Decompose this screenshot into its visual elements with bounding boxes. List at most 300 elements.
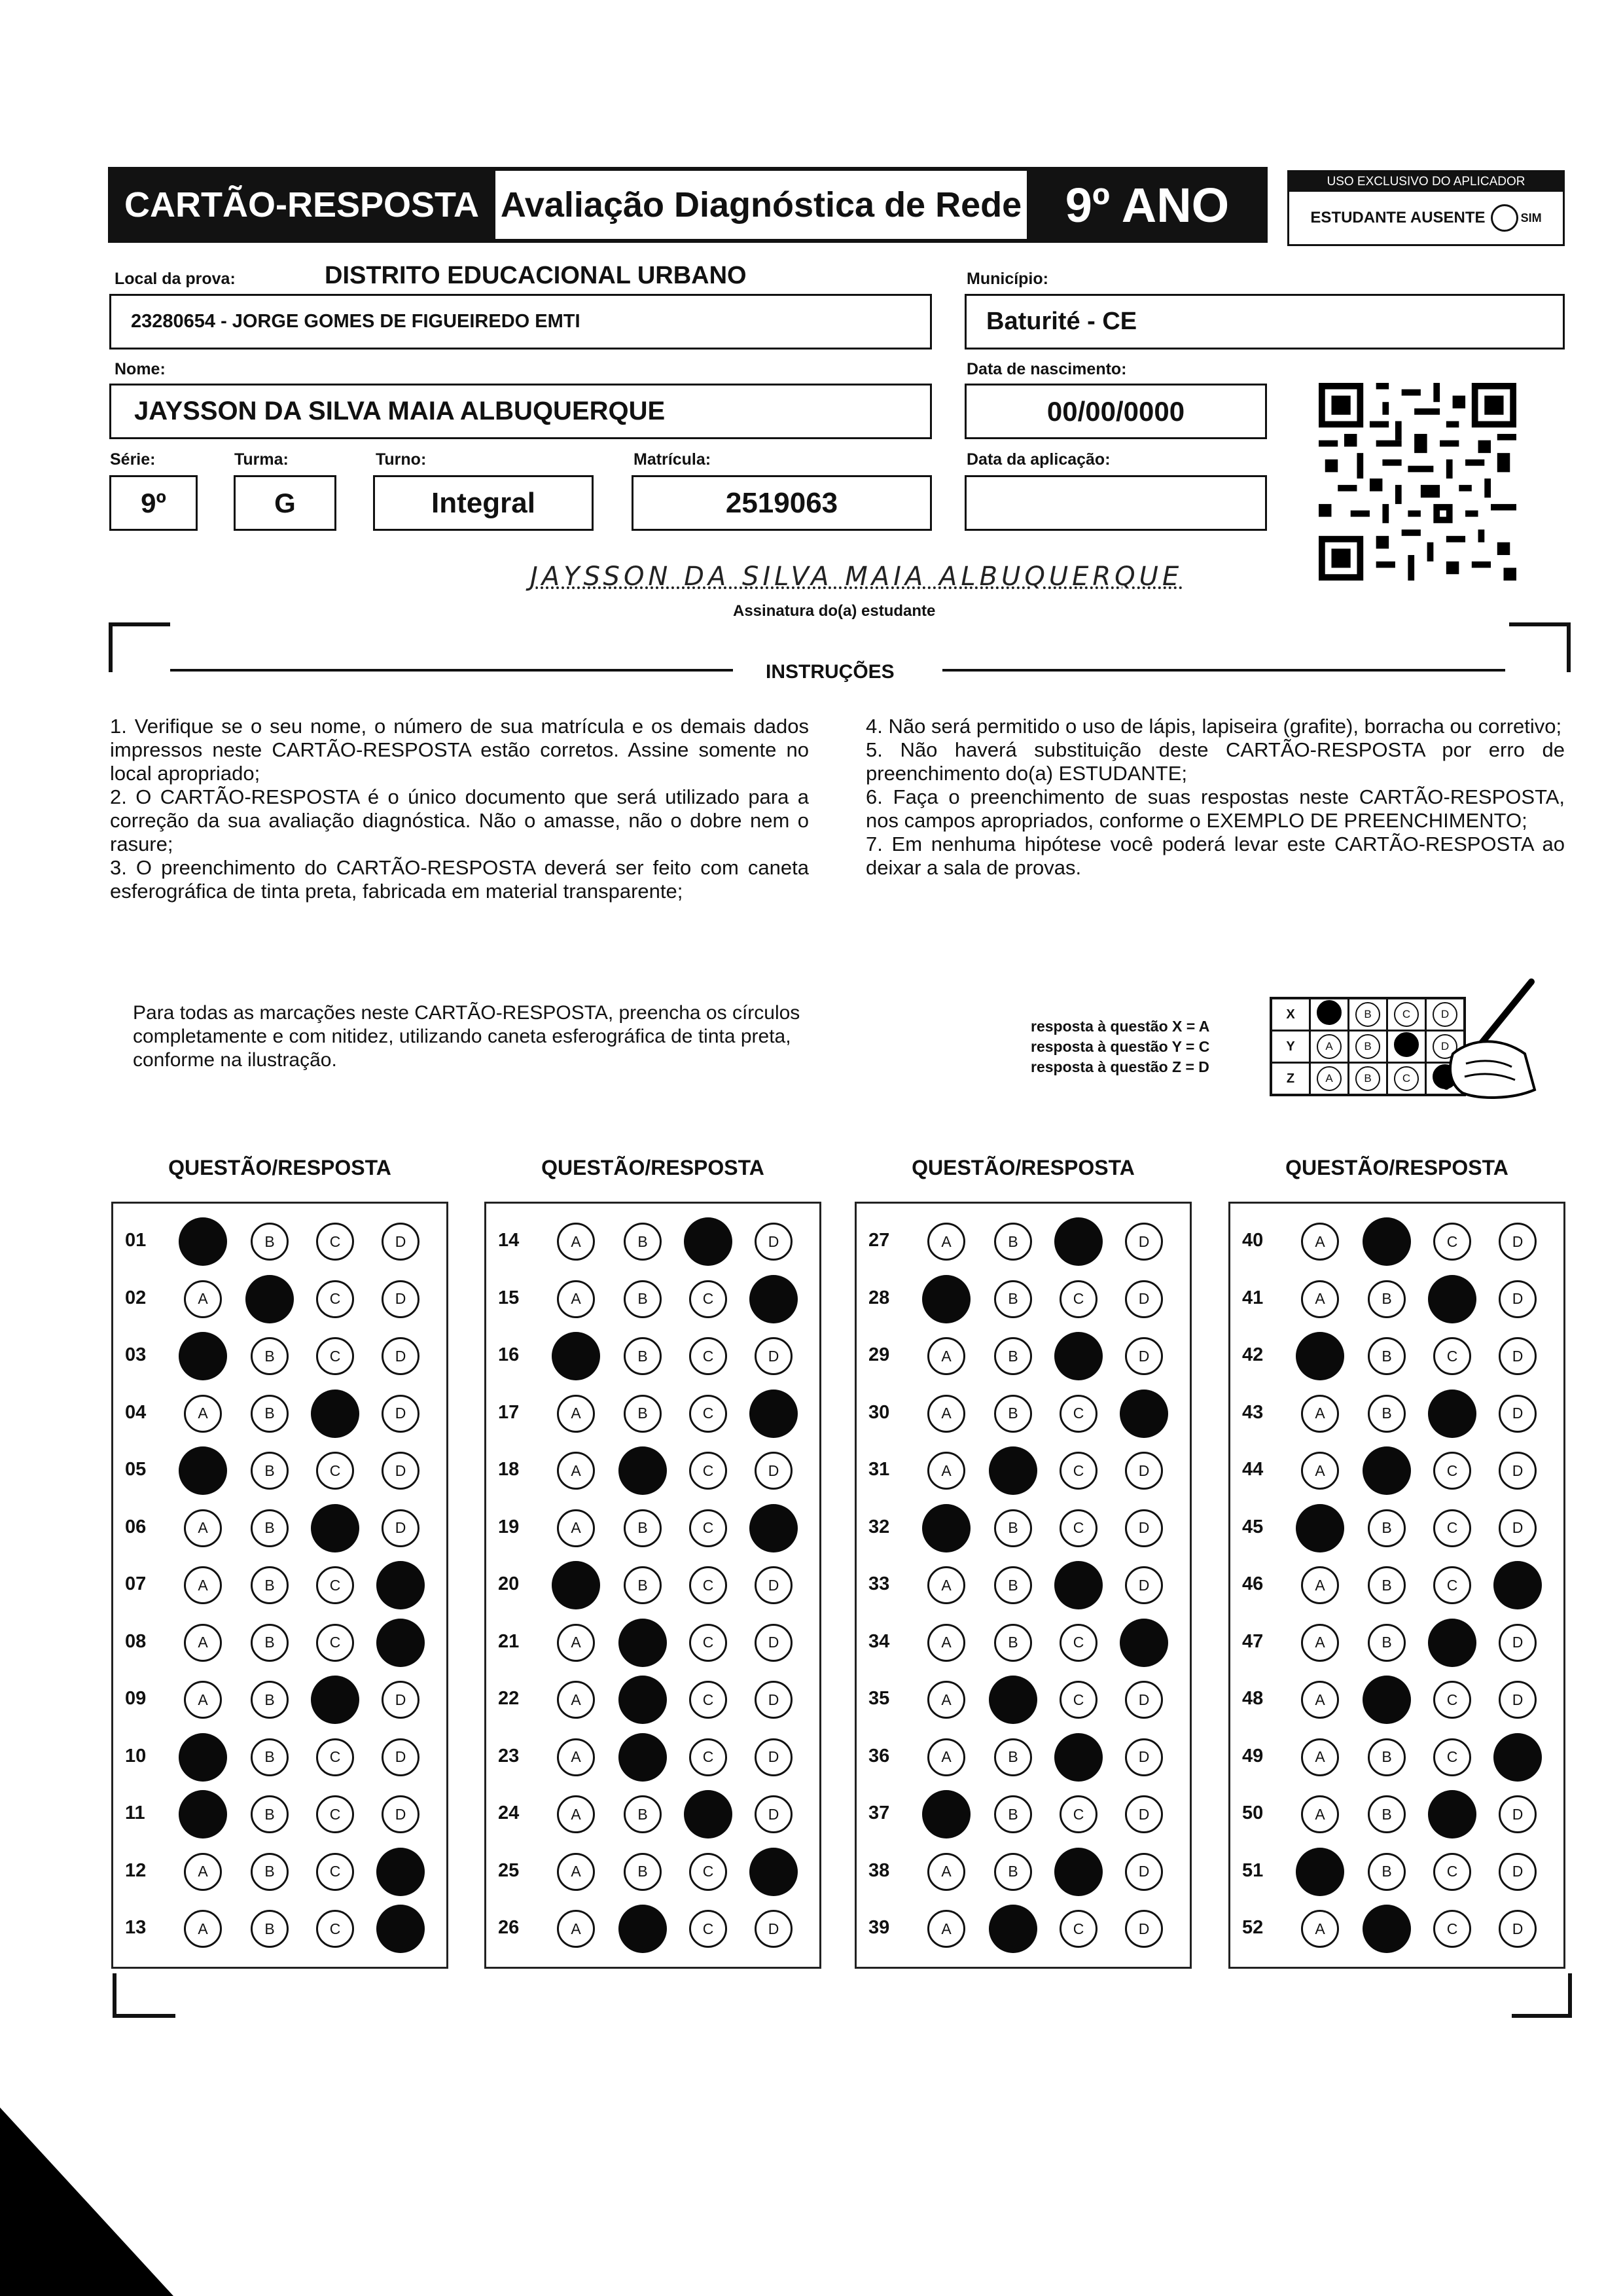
answer-bubble-d[interactable]: D <box>755 1795 793 1833</box>
answer-bubble-b[interactable]: B <box>994 1795 1032 1833</box>
instruction-item: 5. Não haverá substituição deste CARTÃO-RESPOSTA por erro de preenchimento do(a) ESTUDANTE; <box>866 738 1565 785</box>
answer-bubble-c[interactable] <box>684 1217 732 1266</box>
instructions-rule-left <box>170 669 733 672</box>
answer-bubble-d[interactable] <box>376 1561 425 1609</box>
answer-bubble-a[interactable]: A <box>184 1681 222 1719</box>
turma-field <box>234 475 336 531</box>
answer-bubble-a[interactable]: A <box>184 1624 222 1662</box>
question-row <box>857 1679 1190 1718</box>
answer-bubble-a[interactable]: A <box>184 1566 222 1604</box>
answer-bubble-b[interactable]: B <box>624 1280 662 1318</box>
answer-bubble-c[interactable]: C <box>316 1624 354 1662</box>
answer-bubble-c[interactable]: C <box>1060 1910 1097 1948</box>
answer-bubble-d[interactable] <box>749 1390 798 1438</box>
answer-bubble-b[interactable]: B <box>251 1337 289 1375</box>
answer-bubble-d[interactable]: D <box>382 1509 419 1547</box>
answer-bubble-c[interactable] <box>1054 1217 1103 1266</box>
answer-bubble-c[interactable]: C <box>1433 1337 1471 1375</box>
answer-bubble-c[interactable] <box>1054 1561 1103 1609</box>
answer-bubble-a[interactable] <box>179 1733 227 1782</box>
question-row <box>486 1908 819 1947</box>
answer-bubble-c[interactable]: C <box>689 1738 727 1776</box>
answer-bubble-d[interactable]: D <box>1499 1280 1537 1318</box>
answer-bubble-b[interactable] <box>1363 1676 1411 1724</box>
question-row <box>1230 1851 1563 1890</box>
question-row <box>1230 1335 1563 1374</box>
answer-bubble-a[interactable] <box>552 1561 600 1609</box>
answer-bubble-c[interactable]: C <box>1433 1738 1471 1776</box>
question-row <box>486 1622 819 1661</box>
answer-bubble-c[interactable]: C <box>1060 1452 1097 1490</box>
answer-bubble-c[interactable]: C <box>1433 1566 1471 1604</box>
answer-bubble-a[interactable]: A <box>1301 1452 1339 1490</box>
question-number: 22 <box>498 1688 520 1709</box>
answer-bubble-a[interactable]: A <box>184 1853 222 1891</box>
question-row <box>1230 1622 1563 1661</box>
answer-bubble-a[interactable]: A <box>927 1853 965 1891</box>
answer-bubble-b[interactable]: B <box>994 1395 1032 1433</box>
answer-bubble-c[interactable]: C <box>316 1337 354 1375</box>
question-number: 15 <box>498 1287 520 1308</box>
answer-bubble-b[interactable]: B <box>251 1910 289 1948</box>
signature: JAYSSON DA SILVA MAIA ALBUQUERQUE <box>530 562 1183 592</box>
answer-bubble-b[interactable]: B <box>994 1853 1032 1891</box>
question-row <box>486 1507 819 1547</box>
answer-bubble-b[interactable]: B <box>624 1337 662 1375</box>
question-number: 34 <box>868 1630 890 1652</box>
answer-bubble-c[interactable]: C <box>316 1795 354 1833</box>
answer-bubble-b[interactable]: B <box>624 1566 662 1604</box>
question-number: 37 <box>868 1803 890 1823</box>
answer-bubble-c[interactable]: C <box>316 1452 354 1490</box>
answer-bubble-b[interactable]: B <box>251 1853 289 1891</box>
answer-bubble-a[interactable]: A <box>927 1395 965 1433</box>
question-row <box>857 1221 1190 1260</box>
question-number: 38 <box>868 1859 890 1881</box>
aplicacao-label: Data da aplicação: <box>967 450 1111 469</box>
answer-bubble-d[interactable]: D <box>1499 1853 1537 1891</box>
answer-bubble-a[interactable] <box>1296 1848 1344 1896</box>
answer-bubble-a[interactable] <box>1296 1504 1344 1552</box>
answer-bubble-a[interactable]: A <box>557 1853 595 1891</box>
answer-bubble-a[interactable]: A <box>184 1280 222 1318</box>
answer-bubble-b[interactable] <box>1363 1217 1411 1266</box>
answer-bubble-a[interactable] <box>922 1504 971 1552</box>
turno-value: Integral <box>431 486 535 519</box>
answer-bubble-c[interactable] <box>1054 1332 1103 1380</box>
answer-bubble-b[interactable]: B <box>251 1738 289 1776</box>
example-bubble-filled <box>1394 1032 1419 1057</box>
answer-bubble-c[interactable]: C <box>689 1566 727 1604</box>
answer-bubble-b[interactable]: B <box>994 1509 1032 1547</box>
answer-bubble-a[interactable]: A <box>927 1738 965 1776</box>
applicator-box-title: USO EXCLUSIVO DO APLICADOR <box>1289 172 1563 192</box>
question-number: 48 <box>1242 1688 1264 1709</box>
answer-bubble-a[interactable]: A <box>557 1624 595 1662</box>
question-row <box>857 1851 1190 1890</box>
question-number: 10 <box>125 1745 147 1767</box>
question-number: 19 <box>498 1516 520 1537</box>
answer-bubble-c[interactable]: C <box>1060 1509 1097 1547</box>
answer-bubble-b[interactable] <box>1363 1905 1411 1953</box>
question-row <box>857 1564 1190 1604</box>
answer-bubble-b[interactable]: B <box>1368 1566 1406 1604</box>
answer-panel <box>484 1202 821 1969</box>
question-row <box>113 1736 446 1776</box>
question-number: 04 <box>125 1401 147 1423</box>
question-row <box>857 1450 1190 1489</box>
answer-bubble-d[interactable]: D <box>1125 1738 1163 1776</box>
answer-bubble-c[interactable]: C <box>1060 1624 1097 1662</box>
answer-bubble-d[interactable] <box>1493 1733 1542 1782</box>
applicator-box <box>1287 170 1565 246</box>
answer-bubble-c[interactable]: C <box>1060 1280 1097 1318</box>
answer-bubble-d[interactable]: D <box>1499 1624 1537 1662</box>
answer-bubble-a[interactable] <box>552 1332 600 1380</box>
local-value: DISTRITO EDUCACIONAL URBANO <box>325 262 747 289</box>
answer-bubble-c[interactable] <box>1428 1790 1476 1839</box>
answer-bubble-d[interactable]: D <box>755 1337 793 1375</box>
answer-bubble-c[interactable] <box>311 1504 359 1552</box>
answer-bubble-d[interactable] <box>376 1905 425 1953</box>
answer-bubble-a[interactable] <box>1296 1332 1344 1380</box>
answer-bubble-a[interactable]: A <box>1301 1795 1339 1833</box>
answer-bubble-d[interactable] <box>1493 1561 1542 1609</box>
answer-bubble-d[interactable] <box>749 1275 798 1323</box>
answer-bubble-a[interactable]: A <box>557 1795 595 1833</box>
answer-bubble-c[interactable] <box>1428 1390 1476 1438</box>
answer-bubble-d[interactable]: D <box>1499 1795 1537 1833</box>
answer-bubble-d[interactable]: D <box>1125 1509 1163 1547</box>
answer-bubble-d[interactable]: D <box>1125 1223 1163 1261</box>
answer-bubble-d[interactable]: D <box>755 1566 793 1604</box>
answer-bubble-d[interactable]: D <box>1499 1509 1537 1547</box>
answer-bubble-c[interactable]: C <box>689 1910 727 1948</box>
answer-bubble-d[interactable]: D <box>755 1624 793 1662</box>
example-bubble: A <box>1317 1034 1342 1059</box>
question-row <box>113 1221 446 1260</box>
absent-label: ESTUDANTE AUSENTE <box>1310 209 1486 226</box>
answer-bubble-d[interactable]: D <box>755 1910 793 1948</box>
question-row <box>113 1278 446 1318</box>
answer-bubble-a[interactable]: A <box>557 1509 595 1547</box>
answer-bubble-a[interactable]: A <box>1301 1223 1339 1261</box>
grade-label: 9º ANO <box>1027 167 1268 243</box>
question-row <box>486 1335 819 1374</box>
question-number: 29 <box>868 1344 890 1365</box>
example-bubble: D <box>1433 1034 1457 1059</box>
answer-bubble-d[interactable]: D <box>755 1452 793 1490</box>
question-row <box>1230 1450 1563 1489</box>
answer-bubble-d[interactable] <box>376 1848 425 1896</box>
answer-bubble-d[interactable]: D <box>382 1452 419 1490</box>
answer-bubble-c[interactable]: C <box>1433 1681 1471 1719</box>
question-row <box>1230 1908 1563 1947</box>
answer-bubble-a[interactable]: A <box>1301 1566 1339 1604</box>
answer-bubble-d[interactable]: D <box>1499 1452 1537 1490</box>
answer-bubble-b[interactable] <box>618 1676 667 1724</box>
answer-bubble-b[interactable]: B <box>1368 1624 1406 1662</box>
answer-bubble-a[interactable]: A <box>1301 1395 1339 1433</box>
nascimento-value: 00/00/0000 <box>1046 395 1185 427</box>
question-row <box>113 1679 446 1718</box>
answer-bubble-c[interactable]: C <box>689 1509 727 1547</box>
question-row <box>1230 1736 1563 1776</box>
question-number: 06 <box>125 1516 147 1537</box>
answer-bubble-c[interactable] <box>311 1676 359 1724</box>
answer-bubble-d[interactable]: D <box>1125 1337 1163 1375</box>
answer-bubble-b[interactable]: B <box>251 1452 289 1490</box>
municipio-field <box>965 294 1565 350</box>
answer-bubble-d[interactable]: D <box>1125 1910 1163 1948</box>
answer-bubble-b[interactable] <box>989 1446 1037 1495</box>
answer-bubble-c[interactable]: C <box>316 1910 354 1948</box>
answer-bubble-c[interactable]: C <box>1060 1395 1097 1433</box>
answer-bubble-b[interactable]: B <box>1368 1395 1406 1433</box>
answer-bubble-c[interactable] <box>1054 1733 1103 1782</box>
answer-bubble-d[interactable]: D <box>382 1395 419 1433</box>
answer-bubble-b[interactable] <box>245 1275 294 1323</box>
answer-bubble-a[interactable]: A <box>1301 1738 1339 1776</box>
answer-bubble-b[interactable]: B <box>994 1624 1032 1662</box>
answer-bubble-c[interactable]: C <box>689 1280 727 1318</box>
answer-bubble-a[interactable]: A <box>927 1624 965 1662</box>
example-bubble: C <box>1394 1066 1419 1091</box>
answer-bubble-d[interactable]: D <box>1499 1395 1537 1433</box>
answer-bubble-c[interactable]: C <box>689 1337 727 1375</box>
question-row <box>857 1278 1190 1318</box>
answer-bubble-a[interactable]: A <box>557 1738 595 1776</box>
answer-bubble-b[interactable]: B <box>1368 1738 1406 1776</box>
answer-bubble-a[interactable]: A <box>557 1910 595 1948</box>
answer-bubble-d[interactable]: D <box>1125 1795 1163 1833</box>
answer-bubble-b[interactable]: B <box>1368 1337 1406 1375</box>
answer-bubble-a[interactable]: A <box>557 1280 595 1318</box>
answer-bubble-d[interactable]: D <box>1125 1681 1163 1719</box>
answer-bubble-a[interactable]: A <box>557 1223 595 1261</box>
answer-bubble-b[interactable] <box>618 1733 667 1782</box>
answer-bubble-b[interactable]: B <box>1368 1853 1406 1891</box>
answer-bubble-b[interactable]: B <box>994 1280 1032 1318</box>
answer-bubble-a[interactable]: A <box>184 1509 222 1547</box>
question-number: 28 <box>868 1287 890 1308</box>
answer-bubble-c[interactable]: C <box>1060 1795 1097 1833</box>
answer-bubble-b[interactable] <box>989 1905 1037 1953</box>
answer-bubble-d[interactable]: D <box>1499 1337 1537 1375</box>
answer-bubble-a[interactable] <box>922 1275 971 1323</box>
answer-bubble-a[interactable]: A <box>927 1681 965 1719</box>
answer-bubble-a[interactable] <box>179 1332 227 1380</box>
answer-bubble-a[interactable] <box>179 1446 227 1495</box>
answer-bubble-b[interactable]: B <box>251 1509 289 1547</box>
answer-bubble-a[interactable]: A <box>557 1681 595 1719</box>
answer-bubble-b[interactable]: B <box>624 1853 662 1891</box>
question-number: 47 <box>1242 1630 1264 1652</box>
question-number: 33 <box>868 1573 890 1594</box>
answer-bubble-b[interactable]: B <box>1368 1795 1406 1833</box>
instruction-item: 2. O CARTÃO-RESPOSTA é o único documento que será utilizado para a correção da sua avaliação diagnóstica. Não o amasse, não o dobre nem o rasure; <box>110 785 809 855</box>
answer-bubble-b[interactable]: B <box>994 1566 1032 1604</box>
answer-bubble-b[interactable] <box>618 1446 667 1495</box>
answer-bubble-c[interactable]: C <box>689 1452 727 1490</box>
example-row-label: Y <box>1271 1031 1310 1063</box>
answer-bubble-d[interactable] <box>376 1619 425 1667</box>
answer-bubble-d[interactable]: D <box>382 1223 419 1261</box>
answer-bubble-a[interactable]: A <box>927 1337 965 1375</box>
instructions-title: INSTRUÇÕES <box>766 661 895 683</box>
answer-bubble-c[interactable] <box>1428 1275 1476 1323</box>
instructions-right-column <box>866 715 1565 880</box>
answer-bubble-a[interactable]: A <box>927 1223 965 1261</box>
question-row <box>857 1393 1190 1432</box>
answer-bubble-a[interactable]: A <box>927 1910 965 1948</box>
answer-bubble-b[interactable]: B <box>624 1795 662 1833</box>
answer-bubble-c[interactable] <box>684 1790 732 1839</box>
answer-panel <box>111 1202 448 1969</box>
answer-bubble-b[interactable]: B <box>1368 1509 1406 1547</box>
question-row <box>113 1793 446 1833</box>
answer-bubble-c[interactable]: C <box>316 1566 354 1604</box>
example-bubble: A <box>1317 1066 1342 1091</box>
aplicacao-field <box>965 475 1267 531</box>
question-number: 32 <box>868 1516 890 1537</box>
answer-bubble-a[interactable]: A <box>184 1395 222 1433</box>
answer-bubble-a[interactable]: A <box>927 1452 965 1490</box>
absent-option-label: SIM <box>1520 211 1542 224</box>
answer-bubble-a[interactable] <box>179 1790 227 1839</box>
question-row <box>113 1450 446 1489</box>
example-bubble: B <box>1355 1002 1380 1027</box>
question-row <box>1230 1221 1563 1260</box>
turno-label: Turno: <box>376 450 427 469</box>
answer-bubble-d[interactable]: D <box>382 1738 419 1776</box>
answer-bubble-b[interactable]: B <box>251 1223 289 1261</box>
answer-bubble-d[interactable]: D <box>1499 1681 1537 1719</box>
absent-checkbox[interactable] <box>1491 204 1518 232</box>
answer-bubble-d[interactable]: D <box>1499 1223 1537 1261</box>
answer-bubble-c[interactable]: C <box>689 1624 727 1662</box>
answer-bubble-d[interactable]: D <box>1125 1566 1163 1604</box>
answer-bubble-b[interactable]: B <box>994 1738 1032 1776</box>
answer-bubble-a[interactable]: A <box>557 1452 595 1490</box>
answer-bubble-b[interactable]: B <box>251 1566 289 1604</box>
answer-bubble-c[interactable] <box>1428 1619 1476 1667</box>
example-legend <box>1031 1016 1209 1077</box>
answer-bubble-a[interactable] <box>922 1790 971 1839</box>
answer-bubble-a[interactable]: A <box>1301 1280 1339 1318</box>
answer-bubble-d[interactable]: D <box>755 1681 793 1719</box>
example-bubble: C <box>1394 1002 1419 1027</box>
answer-bubble-b[interactable]: B <box>251 1795 289 1833</box>
corner-mark-bottom-right <box>1512 1973 1572 2018</box>
example-bubble: B <box>1355 1066 1380 1091</box>
answer-bubble-c[interactable]: C <box>316 1853 354 1891</box>
answer-bubble-b[interactable]: B <box>1368 1280 1406 1318</box>
answer-bubble-b[interactable] <box>618 1619 667 1667</box>
answer-bubble-d[interactable]: D <box>382 1795 419 1833</box>
answer-bubble-c[interactable]: C <box>1433 1509 1471 1547</box>
question-row <box>486 1851 819 1890</box>
question-number: 26 <box>498 1917 520 1938</box>
question-number: 27 <box>868 1230 890 1251</box>
answer-bubble-a[interactable] <box>179 1217 227 1266</box>
answer-bubble-b[interactable]: B <box>624 1395 662 1433</box>
answer-bubble-b[interactable]: B <box>994 1223 1032 1261</box>
answer-panel <box>1228 1202 1565 1969</box>
answer-bubble-c[interactable]: C <box>1433 1452 1471 1490</box>
question-number: 52 <box>1242 1917 1264 1938</box>
answer-bubble-c[interactable] <box>1054 1848 1103 1896</box>
answer-bubble-c[interactable]: C <box>316 1280 354 1318</box>
answer-bubble-d[interactable] <box>749 1848 798 1896</box>
question-number: 21 <box>498 1630 520 1652</box>
corner-mark-bottom-left <box>113 1973 175 2018</box>
instruction-item: 6. Faça o preenchimento de suas respostas neste CARTÃO-RESPOSTA, nos campos apropriados, conforme o EXEMPLO DE PREENCHIMENTO; <box>866 785 1565 832</box>
answer-bubble-c[interactable]: C <box>689 1853 727 1891</box>
answer-bubble-c[interactable]: C <box>316 1738 354 1776</box>
answer-bubble-a[interactable]: A <box>1301 1681 1339 1719</box>
question-number: 50 <box>1242 1803 1264 1823</box>
answer-bubble-a[interactable]: A <box>927 1566 965 1604</box>
answer-bubble-a[interactable]: A <box>557 1395 595 1433</box>
answer-bubble-c[interactable]: C <box>1433 1223 1471 1261</box>
answer-bubble-c[interactable]: C <box>1433 1910 1471 1948</box>
question-number: 02 <box>125 1287 147 1308</box>
answer-bubble-b[interactable]: B <box>251 1681 289 1719</box>
answer-bubble-a[interactable]: A <box>184 1910 222 1948</box>
answer-bubble-d[interactable]: D <box>1125 1280 1163 1318</box>
answer-bubble-b[interactable]: B <box>994 1337 1032 1375</box>
answer-bubble-c[interactable]: C <box>1433 1853 1471 1891</box>
answer-bubble-d[interactable] <box>749 1504 798 1552</box>
answer-bubble-d[interactable]: D <box>1125 1853 1163 1891</box>
answer-bubble-c[interactable] <box>311 1390 359 1438</box>
question-row <box>1230 1278 1563 1318</box>
question-number: 43 <box>1242 1401 1264 1423</box>
question-number: 09 <box>125 1688 147 1709</box>
answer-bubble-b[interactable]: B <box>624 1509 662 1547</box>
answer-bubble-d[interactable]: D <box>382 1280 419 1318</box>
question-row <box>113 1335 446 1374</box>
answer-bubble-d[interactable]: D <box>1125 1452 1163 1490</box>
question-row <box>857 1335 1190 1374</box>
answer-bubble-b[interactable] <box>989 1676 1037 1724</box>
answer-bubble-b[interactable]: B <box>624 1223 662 1261</box>
question-number: 25 <box>498 1859 520 1881</box>
question-row <box>1230 1793 1563 1833</box>
answer-bubble-d[interactable]: D <box>382 1681 419 1719</box>
answer-bubble-d[interactable]: D <box>1499 1910 1537 1948</box>
question-row <box>857 1908 1190 1947</box>
answer-bubble-a[interactable]: A <box>1301 1624 1339 1662</box>
answer-bubble-b[interactable]: B <box>251 1624 289 1662</box>
answer-bubble-c[interactable]: C <box>689 1395 727 1433</box>
question-row <box>1230 1507 1563 1547</box>
answer-bubble-b[interactable]: B <box>251 1395 289 1433</box>
answer-bubble-b[interactable] <box>1363 1446 1411 1495</box>
answer-bubble-b[interactable] <box>618 1905 667 1953</box>
answer-bubble-c[interactable]: C <box>689 1681 727 1719</box>
answer-bubble-d[interactable]: D <box>755 1738 793 1776</box>
answer-bubble-d[interactable] <box>1120 1619 1168 1667</box>
answer-bubble-d[interactable] <box>1120 1390 1168 1438</box>
answer-bubble-d[interactable]: D <box>382 1337 419 1375</box>
answer-bubble-c[interactable]: C <box>1060 1681 1097 1719</box>
answer-bubble-a[interactable]: A <box>1301 1910 1339 1948</box>
answer-bubble-d[interactable]: D <box>755 1223 793 1261</box>
question-row <box>1230 1393 1563 1432</box>
answer-bubble-c[interactable]: C <box>316 1223 354 1261</box>
